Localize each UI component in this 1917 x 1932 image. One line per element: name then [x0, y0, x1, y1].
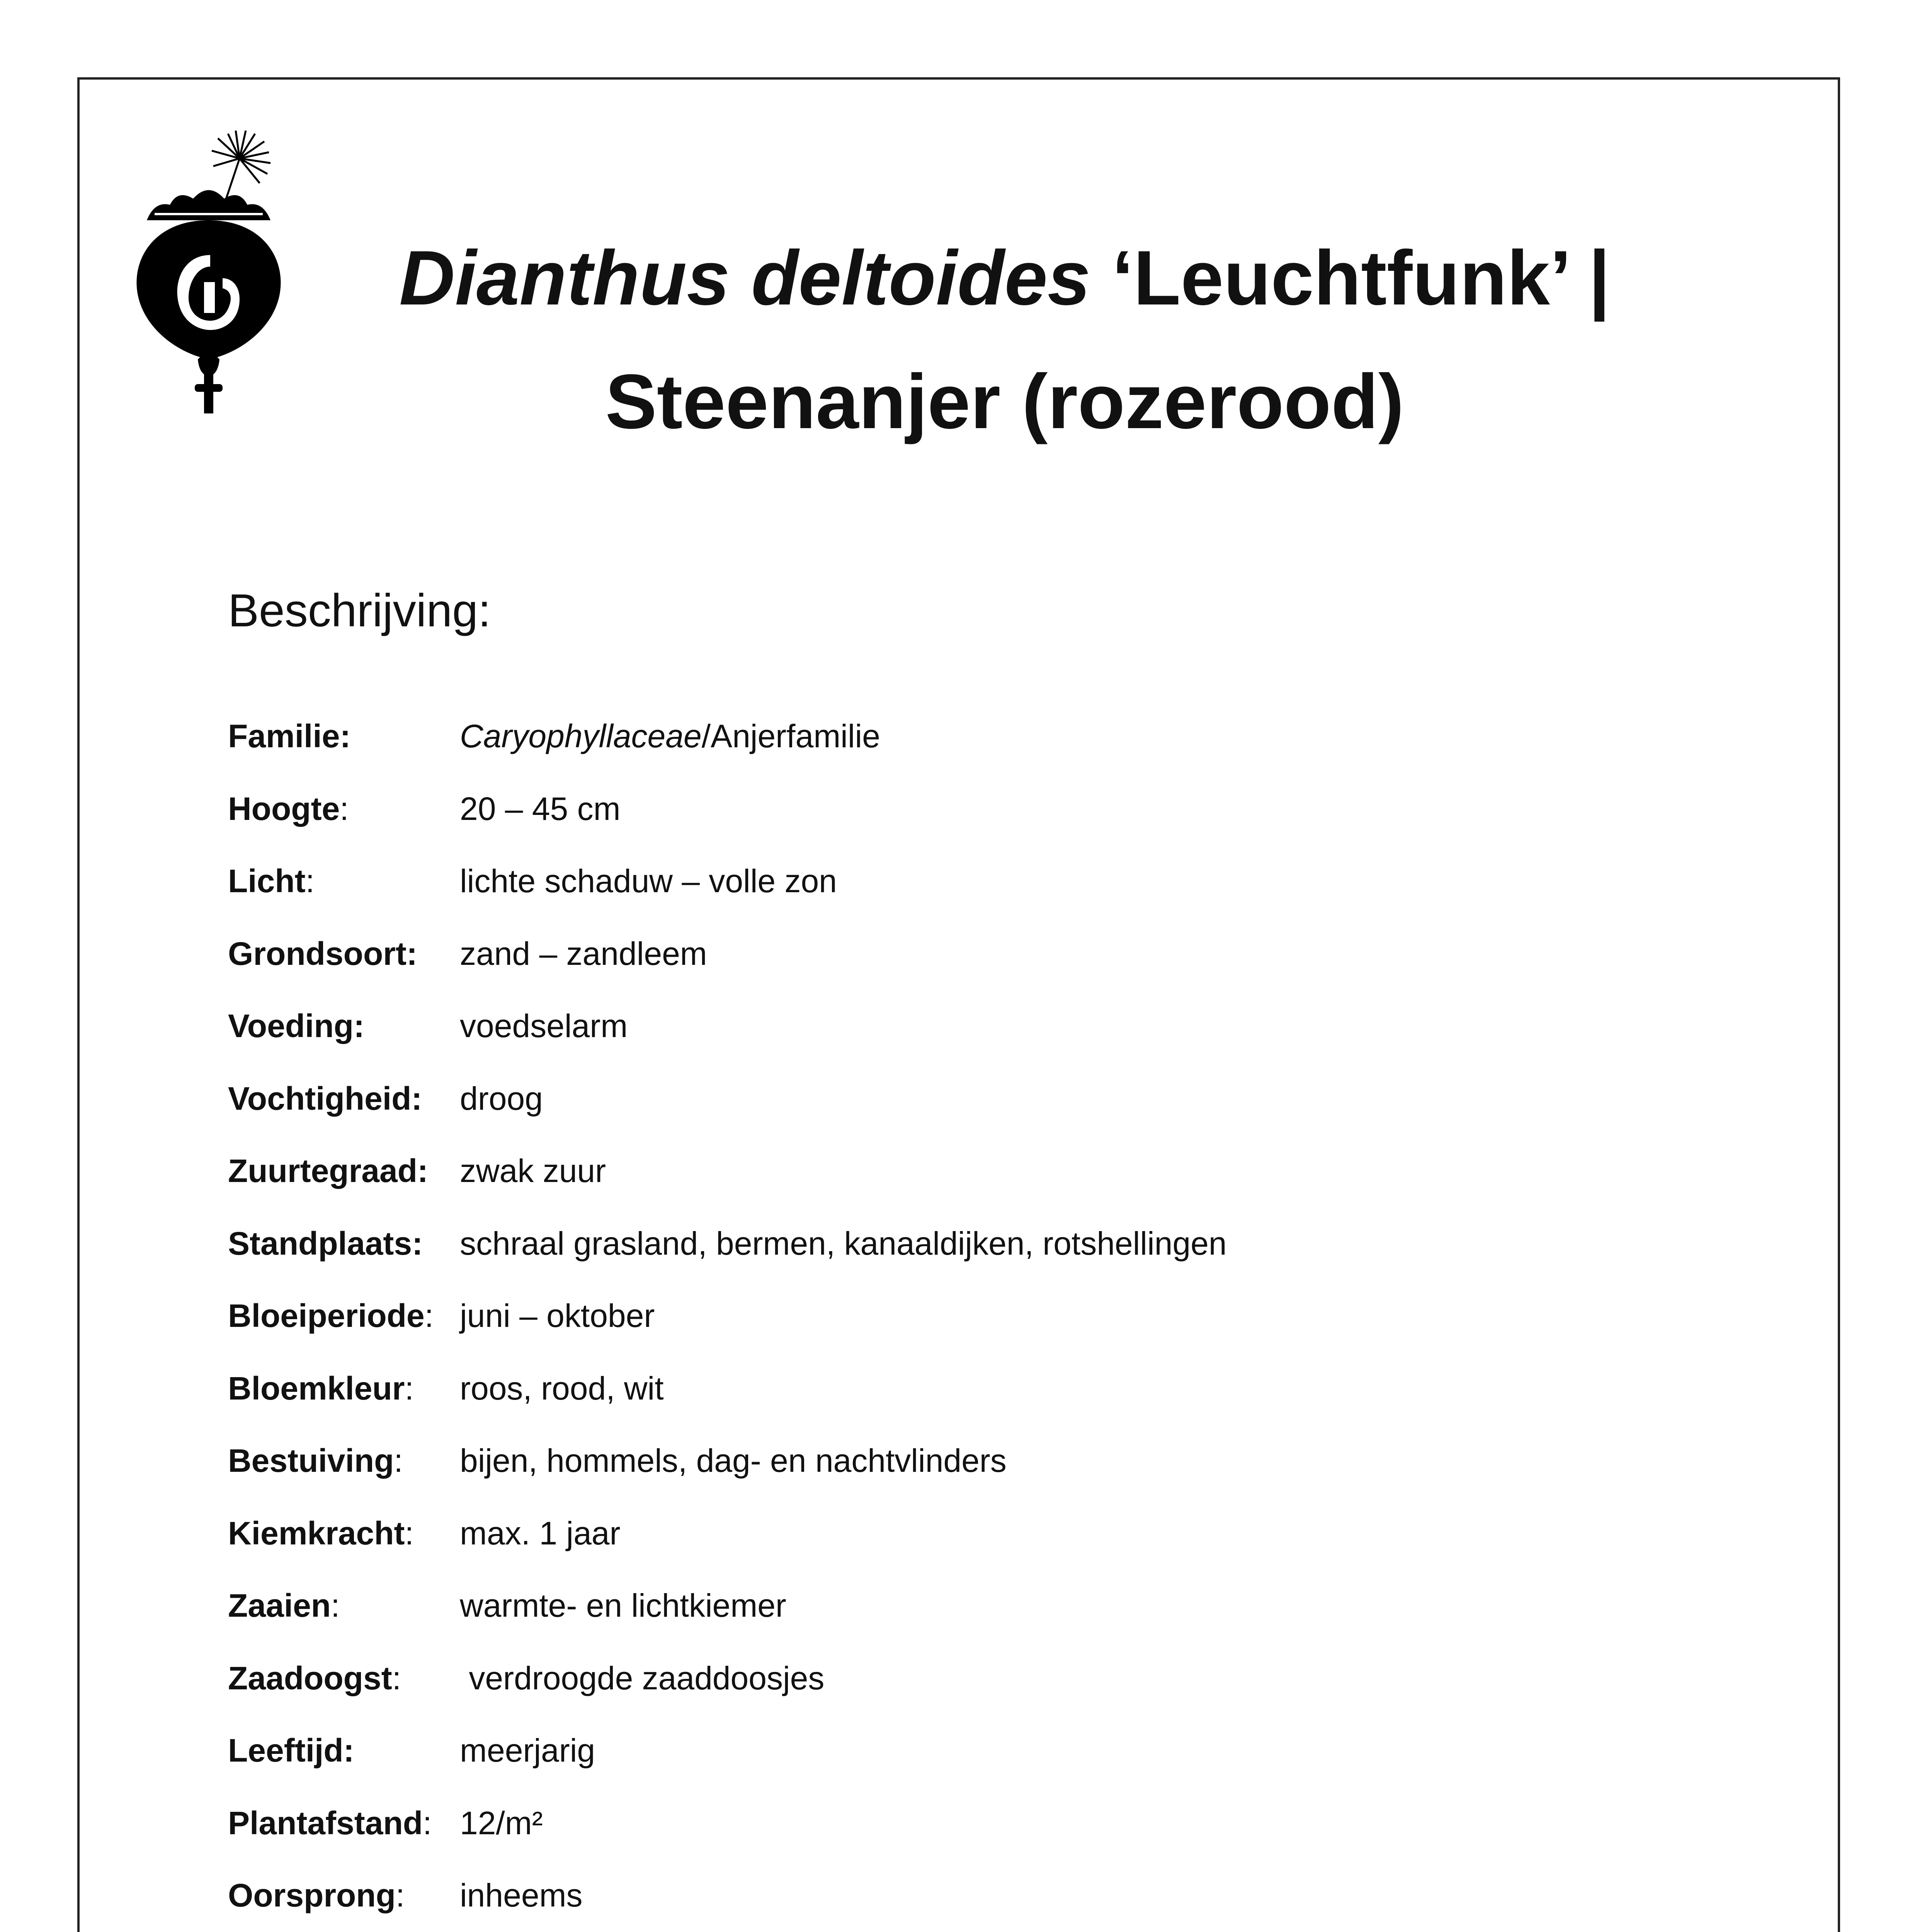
property-value-text: roos, rood, wit: [460, 1370, 664, 1406]
property-label-text: Kiemkracht: [228, 1515, 405, 1551]
property-label: [228, 1794, 432, 1852]
property-value-text: schraal grasland, bermen, kanaaldijken, rotshellingen: [460, 1225, 1227, 1262]
property-label-text: Hoogte: [228, 790, 340, 827]
property-label-text: Bestuiving: [228, 1442, 394, 1479]
property-value: [460, 780, 621, 838]
property-value: [460, 1577, 786, 1634]
property-label: [228, 1432, 403, 1490]
property-label: [228, 1649, 401, 1707]
property-value-text: verdroogde zaaddoosjes: [460, 1660, 825, 1696]
property-value: [460, 1070, 543, 1128]
property-value-text: voedselarm: [460, 1008, 628, 1044]
section-heading-colon: :: [478, 585, 491, 636]
poppy-seedhead-logo-icon: [124, 128, 294, 421]
property-list: [228, 707, 1696, 1932]
property-label-text: Zaadoogst: [228, 1660, 392, 1696]
property-label-text: Zaaien: [228, 1587, 331, 1624]
title-line-1: [309, 216, 1700, 340]
property-value: [460, 1504, 621, 1562]
property-row: [228, 1142, 1696, 1214]
property-value: [460, 852, 837, 910]
property-row: [228, 1649, 1696, 1722]
property-label: [228, 1359, 414, 1417]
property-value-italic: Caryophyllaceae: [460, 718, 702, 754]
property-label: [228, 1142, 428, 1200]
property-value: [460, 1794, 543, 1852]
property-value: [460, 1214, 1227, 1272]
property-label: [228, 707, 350, 765]
property-label: [228, 1866, 405, 1924]
property-value: [460, 1432, 1007, 1490]
property-value-text: inheems: [460, 1877, 583, 1913]
title-cultivar: ‘Leuchtfunk’ |: [1090, 235, 1610, 321]
property-value-text: droog: [460, 1080, 543, 1117]
property-row: [228, 1287, 1696, 1359]
property-value: [460, 707, 880, 765]
property-value: [460, 1142, 606, 1200]
property-row: [228, 925, 1696, 997]
property-label-text: Vochtigheid:: [228, 1080, 422, 1117]
property-label-suffix: :: [340, 790, 349, 827]
property-label-text: Zuurtegraad:: [228, 1153, 429, 1189]
property-row: [228, 997, 1696, 1070]
property-label-suffix: :: [424, 1298, 434, 1334]
property-label: [228, 1287, 434, 1345]
property-label-suffix: :: [405, 1515, 414, 1551]
property-row: [228, 1359, 1696, 1432]
property-label-text: Plantafstand: [228, 1804, 423, 1841]
property-value-text: zand – zandleem: [460, 935, 707, 972]
property-label-text: Voeding:: [228, 1008, 365, 1044]
property-value: [460, 1721, 595, 1779]
property-value: [460, 1649, 824, 1707]
property-value: [460, 925, 707, 983]
property-label-suffix: :: [392, 1660, 401, 1696]
property-label: [228, 1070, 422, 1128]
property-label: [228, 1577, 340, 1634]
property-label: [228, 1504, 414, 1562]
title-species-italic: Dianthus deltoides: [399, 235, 1091, 321]
property-value: [460, 1287, 655, 1345]
section-heading-beschrijving: [228, 576, 491, 645]
property-value-text: zwak zuur: [460, 1153, 606, 1189]
page-title: [309, 216, 1700, 464]
property-label-text: Leeftijd:: [228, 1732, 354, 1769]
property-value: [460, 997, 628, 1055]
property-label-suffix: :: [423, 1804, 432, 1841]
property-label-text: Familie:: [228, 718, 351, 754]
property-label-suffix: :: [394, 1442, 403, 1479]
property-label: [228, 1214, 423, 1272]
property-row: [228, 1432, 1696, 1504]
property-label-text: Grondsoort:: [228, 935, 417, 972]
property-value: [460, 1866, 583, 1924]
property-value: [460, 1359, 664, 1417]
property-value-text: /Anjerfamilie: [701, 718, 880, 754]
property-value-text: juni – oktober: [460, 1298, 655, 1334]
property-label-suffix: :: [305, 863, 315, 899]
property-value-text: meerjarig: [460, 1732, 595, 1769]
property-label: [228, 852, 315, 910]
property-label-text: Licht: [228, 863, 306, 899]
property-row: [228, 1504, 1696, 1577]
property-label: [228, 925, 417, 983]
property-row: [228, 852, 1696, 925]
property-row: [228, 1577, 1696, 1649]
property-label-text: Oorsprong: [228, 1877, 396, 1913]
property-value-text: warmte- en lichtkiemer: [460, 1587, 786, 1624]
section-heading-text: Beschrijving: [228, 585, 478, 636]
property-row: [228, 1721, 1696, 1794]
property-row: [228, 707, 1696, 780]
property-label-suffix: :: [331, 1587, 340, 1624]
property-label: [228, 997, 364, 1055]
title-line-2: Steenanjer (rozerood): [605, 359, 1404, 445]
property-value-text: 20 – 45 cm: [460, 790, 621, 827]
property-label-text: Standplaats:: [228, 1225, 423, 1262]
property-row: [228, 780, 1696, 852]
property-label-text: Bloeiperiode: [228, 1298, 425, 1334]
property-label-suffix: :: [396, 1877, 405, 1913]
property-row: [228, 1070, 1696, 1142]
property-label: [228, 780, 349, 838]
property-label-suffix: :: [405, 1370, 414, 1406]
property-label-text: Bloemkleur: [228, 1370, 405, 1406]
property-row: [228, 1866, 1696, 1932]
property-value-text: max. 1 jaar: [460, 1515, 621, 1551]
property-row: [228, 1794, 1696, 1867]
property-value-text: 12/m²: [460, 1804, 543, 1841]
property-value-text: bijen, hommels, dag- en nachtvlinders: [460, 1442, 1007, 1479]
property-value-text: lichte schaduw – volle zon: [460, 863, 837, 899]
property-row: [228, 1214, 1696, 1287]
property-label: [228, 1721, 354, 1779]
